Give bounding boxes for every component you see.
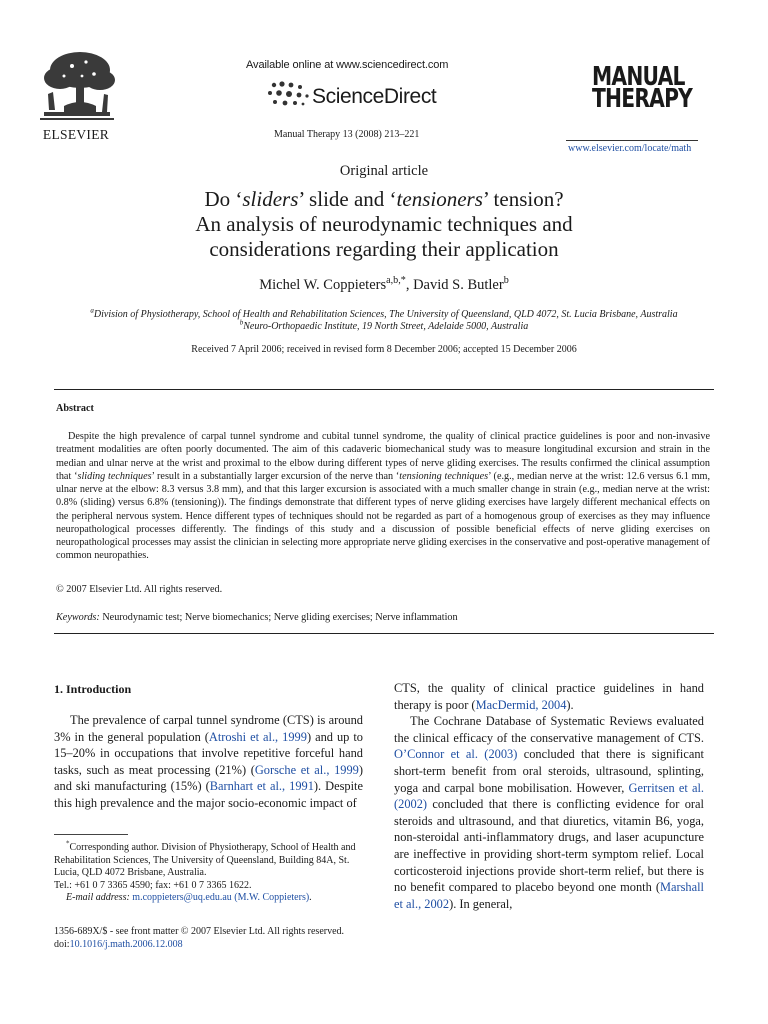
body-paragraph [394,713,704,912]
body-text: concluded that there is significant short-term benefit from oral steroids, ultrasound, splinting, yoga and carpal bone mobilisation. However, [394,747,704,795]
body-text: concluded that there is conflicting evidence for oral steroids and ultrasound, and that diuretics, vitamin B6, yoga, non-steroidal anti-inflammatory drugs, and laser acupuncture are ineffective in providing short-term symptom relief. Local corticosteroid injections provide short-term relief, but there is no benefit compared to placebo beyond one month ( [394,797,704,895]
body-text: ). Despite this high prevalence and the major socio-economic impact of [54,779,363,810]
body-paragraph [54,712,363,812]
footnote-rule [54,834,128,835]
body-paragraph [394,680,704,713]
author-affiliation-mark: a,b,* [386,275,406,287]
author-list [0,277,768,294]
title-text: Do ‘ [204,187,243,211]
email-link[interactable]: m.coppieters@uq.edu.au [132,892,232,904]
abstract-bottom-rule [54,633,714,634]
title-line-1 [0,187,768,212]
title-text: ’ slide and ‘ [298,187,397,211]
journal-citation: Manual Therapy 13 (2008) 213–221 [274,129,420,140]
abstract-heading: Abstract [56,403,94,414]
abstract-italic: tensioning techniques [399,470,489,482]
keywords-label: Keywords: [56,612,100,623]
body-text: The prevalence of carpal tunnel syndrome (CTS) is around 3% in the general population ( [54,713,363,744]
affiliation-a [0,306,768,320]
reference-link[interactable]: Gorsche et al., 1999 [254,762,359,777]
header-divider [566,140,698,141]
body-text: ). In general, [449,896,513,911]
available-online-text: Available online at www.sciencedirect.com [246,59,449,71]
reference-link[interactable]: Marshall et al., 2002 [394,880,704,911]
article-type: Original article [339,163,429,179]
title-italic: tensioners [396,187,483,211]
article-dates: Received 7 April 2006; received in revised form 8 December 2006; accepted 15 December 2006 [191,344,577,355]
keywords [56,612,458,623]
doi-line [54,939,344,952]
keywords-list: Neurodynamic test; Nerve biomechanics; Nerve gliding exercises; Nerve inflammation [99,612,458,623]
email-name: (M.W. Coppieters) [231,892,310,904]
affiliation-text: Neuro-Orthopaedic Institute, 19 North Street, Adelaide 5000, Australia [243,321,529,332]
abstract-top-rule [54,389,714,390]
article-title [0,187,768,262]
footnote-email-line [54,892,364,905]
author-affiliation-mark: b [503,275,509,287]
logo-line-1: MANUAL [592,62,685,92]
reference-link[interactable]: Barnhart et al., 1991 [209,779,314,794]
sciencedirect-dots-icon [266,79,310,109]
abstract-paragraph [56,430,710,563]
body-text: ). [566,697,574,712]
affiliation-mark: b [239,318,244,327]
affiliation-b [0,318,768,332]
abstract-copyright: © 2007 Elsevier Ltd. All rights reserved. [56,584,223,595]
reference-link[interactable]: MacDermid, 2004 [475,697,567,712]
sciencedirect-brand: ScienceDirect [312,85,437,108]
reference-link[interactable]: O’Connor et al. (2003) [394,747,518,762]
body-text: ) and up to 15–20% in occupations that involve repetitive forceful hand tasks, such as meat processing (21%) ( [54,729,363,777]
body-text: The Cochrane Database of Systematic Reviews evaluated the clinical efficacy of the conservative management of CTS. [394,714,704,745]
logo-line-2: THERAPY [592,84,693,114]
abstract-italic: sliding techniques [77,470,152,482]
affiliation-mark: a [90,306,94,315]
abstract-sentence: Despite the high prevalence of carpal tunnel syndrome and cubital tunnel syndrome, the quality of clinical practice guidelines is poor and non-invasive treatment modalities are often poorly documented. The aim of this cadaveric biomechanical study was to measure longitudinal excursion and strain in the median and ulnar nerve at the wrist and proximal to the elbow during different types of nerve gliding exercises. The results confirmed the clinical assumption that ‘ [56,431,710,482]
corresponding-author-footnote [54,839,364,905]
author-name: David S. Butler [413,277,504,293]
abstract-text [56,430,710,563]
footnote-text [54,839,364,880]
footnote-punctuation: . [309,892,312,904]
abstract-sentence: ’ (e.g., median nerve at the wrist: 12.6 versus 6.1 mm, ulnar nerve at the elbow: 8.3 versus 3.8 mm), and that this larger excursion is associated with a much smaller change in strain (e.g., median nerve at the wrist: 0.8% (sliding) versus 6.8% (tensioning)). The findings demonstrate that different types of nerve gliding exercises have largely different mechanical effects on the peripheral nervous system. Hence different types of techniques should not be regarded as part of a homogenous group of exercises as they may influence neuropathological processes differently. The findings of this study and a discussion of possible beneficial effects of nerve gliding exercises on neuropathological processes may assist the clinician in selecting more appropriate nerve gliding exercises in the conservative and post-operative management of common neuropathies. [56,470,711,562]
section-heading-introduction: 1. Introduction [54,682,132,696]
abstract-sentence: ’ result in a substantially larger excursion of the nerve than ‘ [151,470,400,482]
affiliation-text: Division of Physiotherapy, School of Health and Rehabilitation Sciences, The University of Queensland, QLD 4072, St. Lucia Brisbane, Australia [93,309,678,320]
doi-label: doi: [54,938,70,950]
body-text: CTS, the quality of clinical practice guidelines in hand therapy is poor ( [394,681,704,712]
elsevier-tree-logo [24,48,128,130]
title-line-2: An analysis of neurodynamic techniques and [195,212,573,236]
title-line-3: considerations regarding their application [209,237,559,261]
footnote-address: Corresponding author. Division of Physiotherapy, School of Health and Rehabilitation Sciences, The University of Queensland, Building 84A, St. Lucia, QLD 4072 Brisbane, Australia. [54,842,356,879]
email-label: E-mail address: [66,892,130,904]
author-separator: , [405,277,414,293]
reference-link[interactable]: Gerritsen et al. (2002) [394,780,704,812]
journal-url-link[interactable]: www.elsevier.com/locate/math [568,143,692,154]
body-text: ) and ski manufacturing (15%) ( [54,762,363,794]
front-matter [54,926,344,951]
publisher-name: ELSEVIER [42,127,110,142]
doi-link[interactable]: 10.1016/j.math.2006.12.008 [69,938,183,950]
reference-link[interactable]: Atroshi et al., 1999 [208,729,307,744]
author-name: Michel W. Coppieters [259,277,387,293]
footnote-phone: Tel.: +61 0 7 3365 4590; fax: +61 0 7 3365 1622. [54,879,252,891]
title-italic: sliders [242,187,299,211]
title-text: ’ tension? [482,187,564,211]
body-column-left [54,712,363,812]
issn-copyright: 1356-689X/$ - see front matter © 2007 Elsevier Ltd. All rights reserved. [54,926,345,937]
manual-therapy-logo [592,62,693,114]
footnote-mark: * [66,839,70,848]
body-column-right [394,680,704,912]
